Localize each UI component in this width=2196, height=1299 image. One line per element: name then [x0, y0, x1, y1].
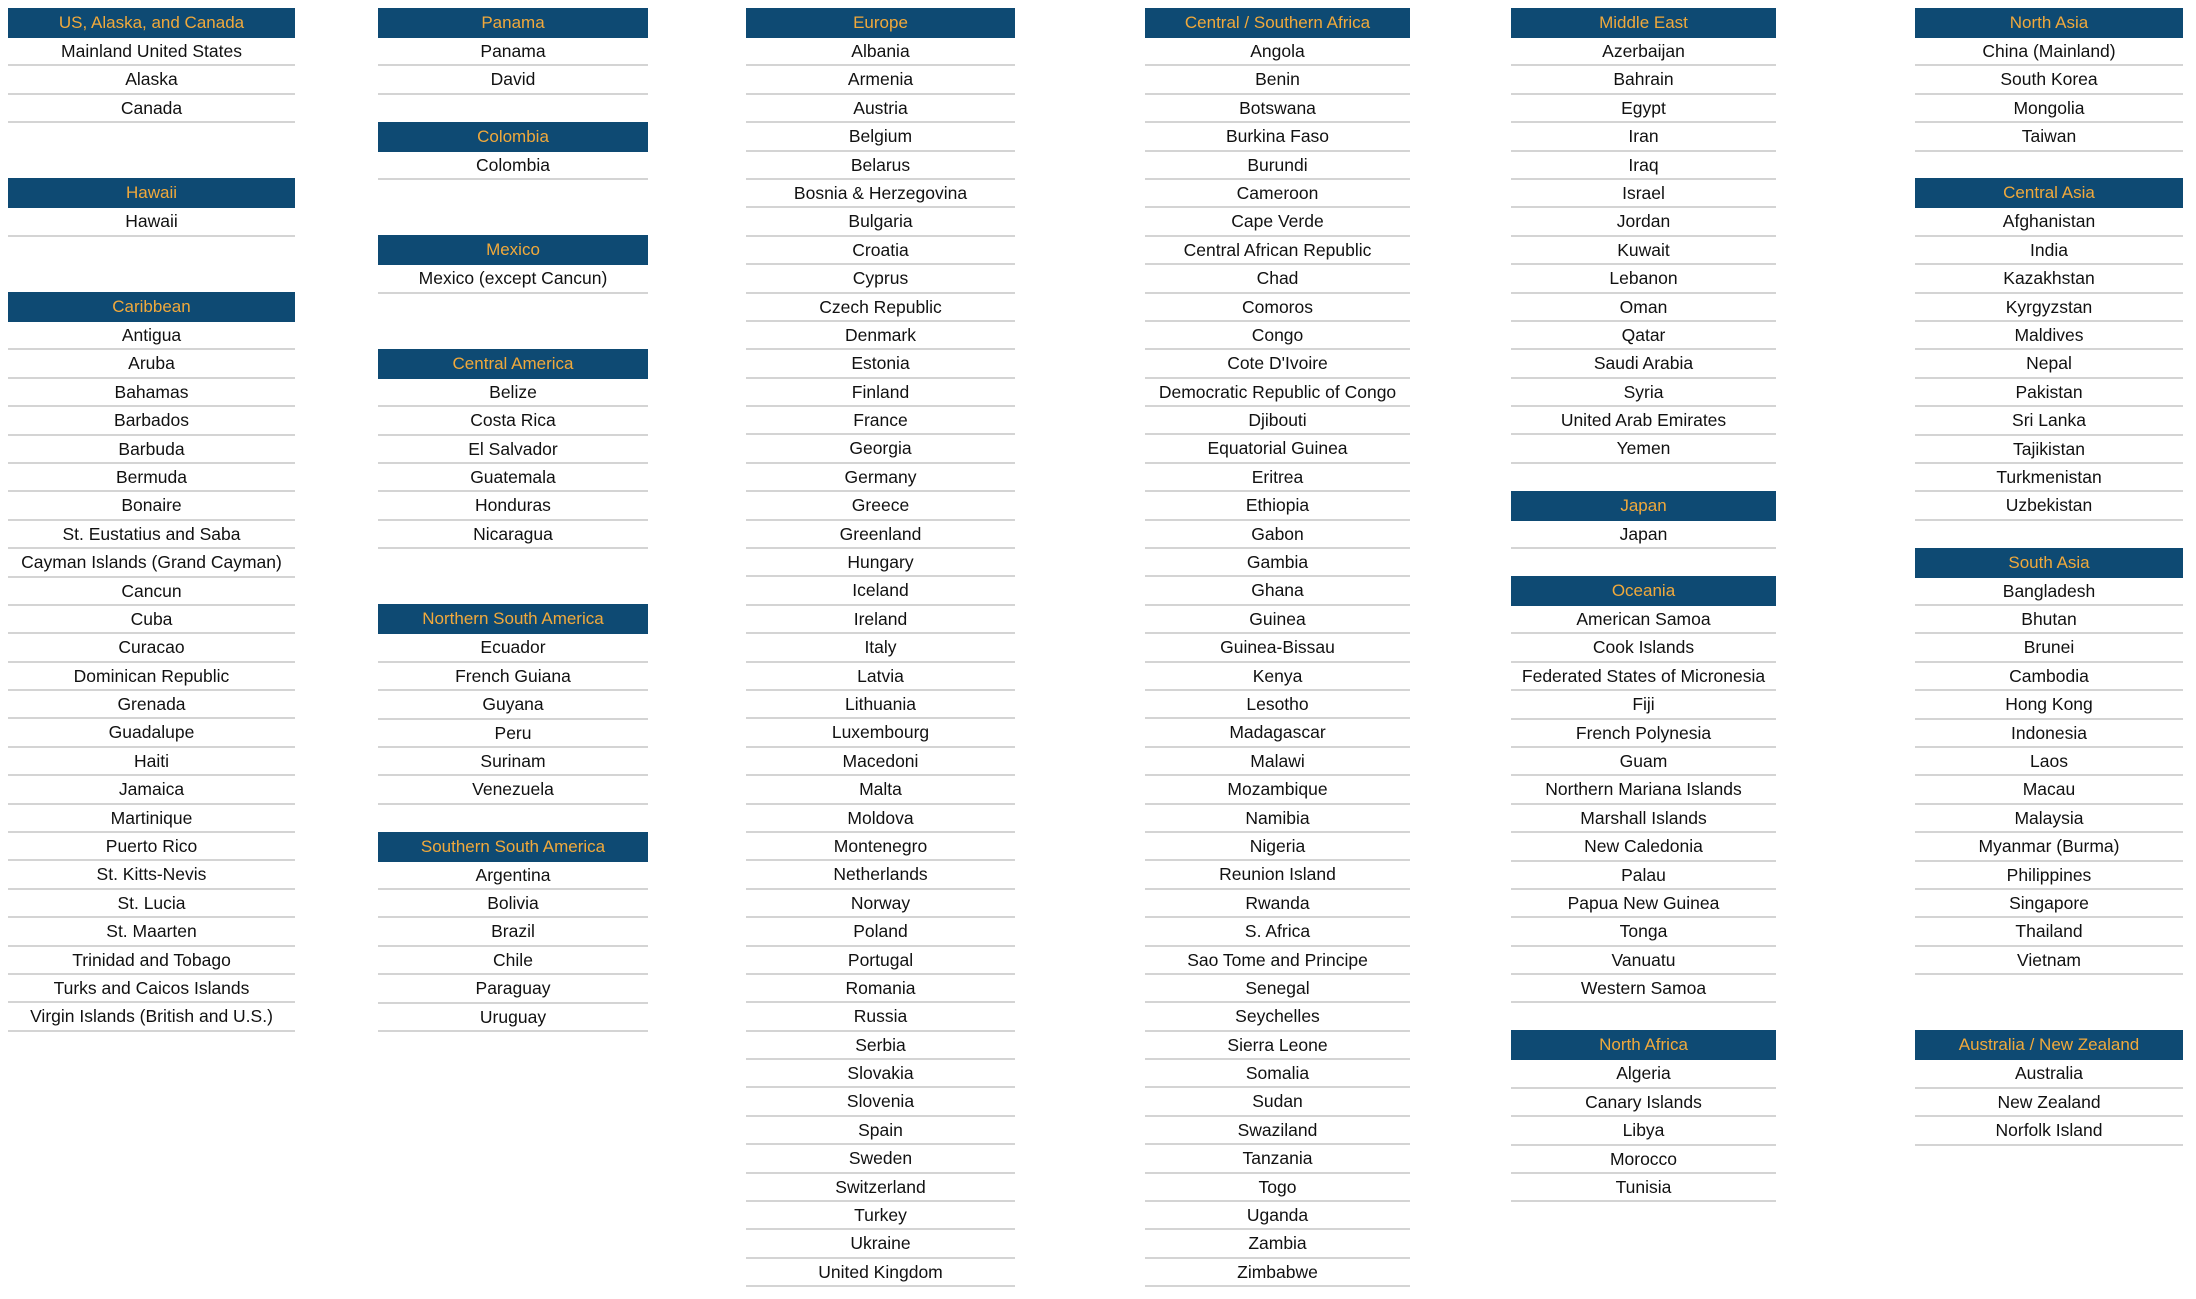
country-item: Germany: [746, 464, 1015, 492]
country-item: French Guiana: [378, 663, 648, 691]
region-header: Central America: [378, 349, 648, 379]
region-central-america: [378, 349, 648, 549]
country-item: Virgin Islands (British and U.S.): [8, 1003, 295, 1031]
country-item: Belize: [378, 379, 648, 407]
country-item: Tanzania: [1145, 1145, 1410, 1173]
region-header: Northern South America: [378, 604, 648, 634]
country-item: Vietnam: [1915, 947, 2183, 975]
country-item: Namibia: [1145, 805, 1410, 833]
country-item: Moldova: [746, 805, 1015, 833]
country-item: Bahrain: [1511, 66, 1776, 94]
country-item: Philippines: [1915, 862, 2183, 890]
country-item: Sweden: [746, 1145, 1015, 1173]
country-item: Japan: [1511, 521, 1776, 549]
region-north-asia: [1915, 8, 2183, 152]
country-item: Pakistan: [1915, 379, 2183, 407]
country-item: Martinique: [8, 805, 295, 833]
country-item: Surinam: [378, 748, 648, 776]
region-header: US, Alaska, and Canada: [8, 8, 295, 38]
country-item: Croatia: [746, 237, 1015, 265]
region-middle-east: [1511, 8, 1776, 464]
country-item: Poland: [746, 918, 1015, 946]
country-item: Western Samoa: [1511, 975, 1776, 1003]
region-north-africa: [1511, 1030, 1776, 1202]
region-header: Central Asia: [1915, 178, 2183, 208]
region-central-southern-africa: [1145, 8, 1410, 1287]
country-item: Fiji: [1511, 691, 1776, 719]
country-item: Maldives: [1915, 322, 2183, 350]
region-oceania: [1511, 576, 1776, 1003]
region-northern-south-america: [378, 604, 648, 804]
country-item: Alaska: [8, 66, 295, 94]
country-item: Uruguay: [378, 1004, 648, 1032]
country-item: Guam: [1511, 748, 1776, 776]
country-item: Uganda: [1145, 1202, 1410, 1230]
region-header: Southern South America: [378, 832, 648, 862]
country-item: Bhutan: [1915, 606, 2183, 634]
country-item: Libya: [1511, 1117, 1776, 1145]
country-item: Mozambique: [1145, 776, 1410, 804]
country-item: Cuba: [8, 606, 295, 634]
region-header: Japan: [1511, 491, 1776, 521]
country-item: Antigua: [8, 322, 295, 350]
country-item: Guinea: [1145, 606, 1410, 634]
country-item: New Caledonia: [1511, 833, 1776, 861]
country-item: Czech Republic: [746, 294, 1015, 322]
country-item: Estonia: [746, 350, 1015, 378]
country-item: Puerto Rico: [8, 833, 295, 861]
region-header: Hawaii: [8, 178, 295, 208]
country-item: Ghana: [1145, 577, 1410, 605]
country-item: Guinea-Bissau: [1145, 634, 1410, 662]
country-item: Bulgaria: [746, 208, 1015, 236]
country-item: United Arab Emirates: [1511, 407, 1776, 435]
country-item: Spain: [746, 1117, 1015, 1145]
country-item: Azerbaijan: [1511, 38, 1776, 66]
country-item: Malaysia: [1915, 805, 2183, 833]
country-item: New Zealand: [1915, 1089, 2183, 1117]
country-item: Armenia: [746, 66, 1015, 94]
country-item: Singapore: [1915, 890, 2183, 918]
country-item: South Korea: [1915, 66, 2183, 94]
country-item: Argentina: [378, 862, 648, 890]
country-item: Mainland United States: [8, 38, 295, 66]
country-item: Ukraine: [746, 1230, 1015, 1258]
country-item: China (Mainland): [1915, 38, 2183, 66]
country-item: Malta: [746, 776, 1015, 804]
country-item: Barbados: [8, 407, 295, 435]
country-item: Bonaire: [8, 492, 295, 520]
country-item: Brazil: [378, 918, 648, 946]
country-item: Botswana: [1145, 95, 1410, 123]
country-item: Lithuania: [746, 691, 1015, 719]
country-item: Peru: [378, 720, 648, 748]
country-item: Iraq: [1511, 152, 1776, 180]
country-item: Gabon: [1145, 521, 1410, 549]
country-item: Gambia: [1145, 549, 1410, 577]
country-item: Israel: [1511, 180, 1776, 208]
country-item: Saudi Arabia: [1511, 350, 1776, 378]
country-item: Brunei: [1915, 634, 2183, 662]
country-item: India: [1915, 237, 2183, 265]
country-item: Comoros: [1145, 294, 1410, 322]
country-item: Turkey: [746, 1202, 1015, 1230]
country-item: Zambia: [1145, 1230, 1410, 1258]
country-item: St. Maarten: [8, 918, 295, 946]
country-item: Bermuda: [8, 464, 295, 492]
country-item: Cambodia: [1915, 663, 2183, 691]
country-item: Federated States of Micronesia: [1511, 663, 1776, 691]
country-item: Iran: [1511, 123, 1776, 151]
country-item: Ireland: [746, 606, 1015, 634]
country-item: Barbuda: [8, 436, 295, 464]
country-item: Turks and Caicos Islands: [8, 975, 295, 1003]
country-item: S. Africa: [1145, 918, 1410, 946]
country-item: Trinidad and Tobago: [8, 947, 295, 975]
country-item: Cyprus: [746, 265, 1015, 293]
country-item: American Samoa: [1511, 606, 1776, 634]
region-us-alaska-and-canada: [8, 8, 295, 123]
region-southern-south-america: [378, 832, 648, 1032]
country-item: Cape Verde: [1145, 208, 1410, 236]
country-item: Angola: [1145, 38, 1410, 66]
country-item: Swaziland: [1145, 1117, 1410, 1145]
country-item: Belgium: [746, 123, 1015, 151]
country-item: Djibouti: [1145, 407, 1410, 435]
region-header: Oceania: [1511, 576, 1776, 606]
country-item: El Salvador: [378, 436, 648, 464]
country-item: Palau: [1511, 862, 1776, 890]
country-item: Switzerland: [746, 1174, 1015, 1202]
country-item: Sudan: [1145, 1088, 1410, 1116]
country-item: Morocco: [1511, 1146, 1776, 1174]
region-europe: [746, 8, 1015, 1287]
country-item: Togo: [1145, 1174, 1410, 1202]
country-item: Canary Islands: [1511, 1089, 1776, 1117]
country-item: David: [378, 66, 648, 94]
country-item: French Polynesia: [1511, 720, 1776, 748]
country-item: Guyana: [378, 691, 648, 719]
country-item: Portugal: [746, 947, 1015, 975]
country-item: Reunion Island: [1145, 861, 1410, 889]
country-item: St. Lucia: [8, 890, 295, 918]
country-item: Russia: [746, 1003, 1015, 1031]
country-item: Congo: [1145, 322, 1410, 350]
country-item: Tonga: [1511, 918, 1776, 946]
country-item: Lesotho: [1145, 691, 1410, 719]
country-item: Seychelles: [1145, 1003, 1410, 1031]
country-item: Equatorial Guinea: [1145, 435, 1410, 463]
country-item: Bosnia & Herzegovina: [746, 180, 1015, 208]
country-item: Northern Mariana Islands: [1511, 776, 1776, 804]
country-item: Qatar: [1511, 322, 1776, 350]
country-item: Kuwait: [1511, 237, 1776, 265]
country-item: Norway: [746, 890, 1015, 918]
country-item: Sao Tome and Principe: [1145, 947, 1410, 975]
country-item: Madagascar: [1145, 719, 1410, 747]
country-item: Bahamas: [8, 379, 295, 407]
region-south-asia: [1915, 548, 2183, 975]
country-item: Bolivia: [378, 890, 648, 918]
country-item: Netherlands: [746, 861, 1015, 889]
country-item: Finland: [746, 379, 1015, 407]
country-item: Somalia: [1145, 1060, 1410, 1088]
country-item: Albania: [746, 38, 1015, 66]
country-item: Nicaragua: [378, 521, 648, 549]
country-item: Romania: [746, 975, 1015, 1003]
country-item: Jamaica: [8, 776, 295, 804]
country-item: Yemen: [1511, 435, 1776, 463]
country-item: Panama: [378, 38, 648, 66]
country-item: Iceland: [746, 577, 1015, 605]
country-item: Sierra Leone: [1145, 1032, 1410, 1060]
country-item: Afghanistan: [1915, 208, 2183, 236]
country-item: Dominican Republic: [8, 663, 295, 691]
country-item: Hong Kong: [1915, 691, 2183, 719]
country-item: Mexico (except Cancun): [378, 265, 648, 293]
region-header: Panama: [378, 8, 648, 38]
country-item: Cayman Islands (Grand Cayman): [8, 549, 295, 577]
country-item: Taiwan: [1915, 123, 2183, 151]
country-item: Curacao: [8, 634, 295, 662]
country-item: Hungary: [746, 549, 1015, 577]
country-item: Guatemala: [378, 464, 648, 492]
country-item: Denmark: [746, 322, 1015, 350]
country-item: Cancun: [8, 578, 295, 606]
country-item: Indonesia: [1915, 720, 2183, 748]
country-item: Central African Republic: [1145, 237, 1410, 265]
country-item: Democratic Republic of Congo: [1145, 379, 1410, 407]
country-item: St. Eustatius and Saba: [8, 521, 295, 549]
region-australia-new-zealand: [1915, 1030, 2183, 1145]
country-item: Kazakhstan: [1915, 265, 2183, 293]
country-item: Cote D'Ivoire: [1145, 350, 1410, 378]
country-item: Jordan: [1511, 208, 1776, 236]
country-item: Nepal: [1915, 350, 2183, 378]
region-japan: [1511, 491, 1776, 549]
country-item: Italy: [746, 634, 1015, 662]
country-item: Haiti: [8, 748, 295, 776]
country-item: Latvia: [746, 663, 1015, 691]
region-colombia: [378, 122, 648, 180]
country-item: Luxembourg: [746, 719, 1015, 747]
country-item: Norfolk Island: [1915, 1117, 2183, 1145]
region-header: South Asia: [1915, 548, 2183, 578]
country-item: Serbia: [746, 1032, 1015, 1060]
country-item: Montenegro: [746, 833, 1015, 861]
country-item: Syria: [1511, 379, 1776, 407]
country-item: Lebanon: [1511, 265, 1776, 293]
region-header: North Africa: [1511, 1030, 1776, 1060]
country-item: Paraguay: [378, 975, 648, 1003]
country-item: Macau: [1915, 776, 2183, 804]
country-item: Tunisia: [1511, 1174, 1776, 1202]
country-item: Canada: [8, 95, 295, 123]
country-item: Grenada: [8, 691, 295, 719]
country-item: Algeria: [1511, 1060, 1776, 1088]
country-item: Aruba: [8, 350, 295, 378]
country-item: St. Kitts-Nevis: [8, 861, 295, 889]
country-item: Bangladesh: [1915, 578, 2183, 606]
country-item: Cook Islands: [1511, 634, 1776, 662]
country-item: Venezuela: [378, 776, 648, 804]
region-mexico: [378, 235, 648, 293]
region-header: North Asia: [1915, 8, 2183, 38]
region-header: Australia / New Zealand: [1915, 1030, 2183, 1060]
country-item: Egypt: [1511, 95, 1776, 123]
region-hawaii: [8, 178, 295, 236]
region-header: Colombia: [378, 122, 648, 152]
region-header: Middle East: [1511, 8, 1776, 38]
country-item: Mongolia: [1915, 95, 2183, 123]
country-item: Macedoni: [746, 748, 1015, 776]
country-item: Eritrea: [1145, 464, 1410, 492]
country-item: Sri Lanka: [1915, 407, 2183, 435]
country-item: Uzbekistan: [1915, 492, 2183, 520]
region-header: Europe: [746, 8, 1015, 38]
country-item: Guadalupe: [8, 719, 295, 747]
country-item: Oman: [1511, 294, 1776, 322]
country-item: Greenland: [746, 521, 1015, 549]
country-item: Greece: [746, 492, 1015, 520]
country-item: Benin: [1145, 66, 1410, 94]
country-item: United Kingdom: [746, 1259, 1015, 1287]
country-item: Tajikistan: [1915, 436, 2183, 464]
country-item: Marshall Islands: [1511, 805, 1776, 833]
country-item: Burkina Faso: [1145, 123, 1410, 151]
region-caribbean: [8, 292, 295, 1032]
country-item: Papua New Guinea: [1511, 890, 1776, 918]
country-item: Chile: [378, 947, 648, 975]
region-header: Caribbean: [8, 292, 295, 322]
country-item: Burundi: [1145, 152, 1410, 180]
region-header: Central / Southern Africa: [1145, 8, 1410, 38]
country-item: Costa Rica: [378, 407, 648, 435]
country-item: Georgia: [746, 435, 1015, 463]
country-item: Chad: [1145, 265, 1410, 293]
country-item: Kyrgyzstan: [1915, 294, 2183, 322]
country-item: Myanmar (Burma): [1915, 833, 2183, 861]
country-item: Malawi: [1145, 748, 1410, 776]
country-item: Senegal: [1145, 975, 1410, 1003]
country-item: Ecuador: [378, 634, 648, 662]
region-panama: [378, 8, 648, 95]
country-item: Belarus: [746, 152, 1015, 180]
country-item: Turkmenistan: [1915, 464, 2183, 492]
country-item: Australia: [1915, 1060, 2183, 1088]
country-item: Austria: [746, 95, 1015, 123]
country-item: Thailand: [1915, 918, 2183, 946]
country-item: Vanuatu: [1511, 947, 1776, 975]
country-item: Nigeria: [1145, 833, 1410, 861]
region-header: Mexico: [378, 235, 648, 265]
country-item: Colombia: [378, 152, 648, 180]
country-item: France: [746, 407, 1015, 435]
country-item: Slovakia: [746, 1060, 1015, 1088]
country-item: Honduras: [378, 492, 648, 520]
country-item: Hawaii: [8, 208, 295, 236]
country-item: Ethiopia: [1145, 492, 1410, 520]
country-item: Kenya: [1145, 663, 1410, 691]
country-item: Slovenia: [746, 1088, 1015, 1116]
country-item: Rwanda: [1145, 890, 1410, 918]
country-item: Zimbabwe: [1145, 1259, 1410, 1287]
country-item: Cameroon: [1145, 180, 1410, 208]
region-central-asia: [1915, 178, 2183, 520]
country-item: Laos: [1915, 748, 2183, 776]
